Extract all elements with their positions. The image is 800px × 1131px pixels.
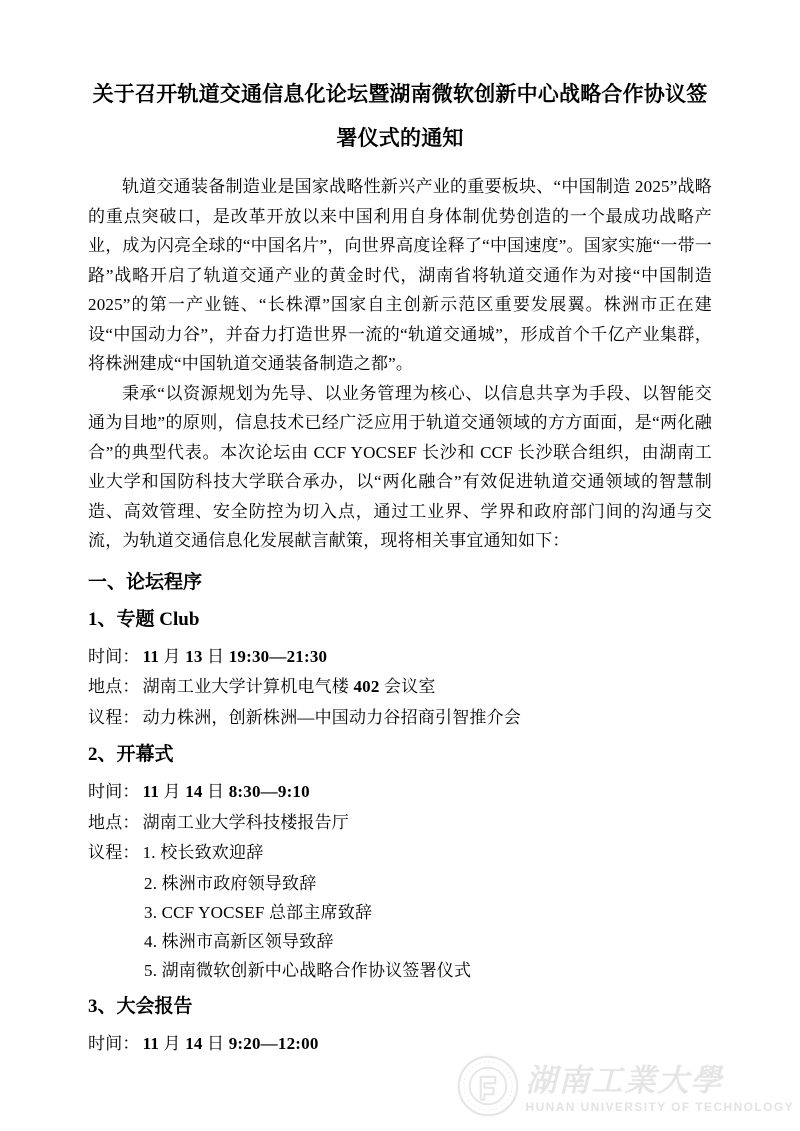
time-value: 11 月 13 日 19:30—21:30: [142, 646, 328, 666]
time-label: 时间：: [88, 646, 140, 666]
document-title: 关于召开轨道交通信息化论坛暨湖南微软创新中心战略合作协议签署仪式的通知: [92, 82, 708, 150]
agenda-item: 3. CCF YOCSEF 总部主席致辞: [144, 902, 373, 922]
agenda-label: 议程：: [88, 707, 140, 727]
watermark-english-text: HUNAN UNIVERSITY OF TECHNOLOGY: [525, 1099, 794, 1114]
agenda-item: 2. 株洲市政府领导致辞: [144, 873, 317, 893]
theme-club-time-line: [88, 642, 712, 673]
agenda-item: 5. 湖南微软创新中心战略合作协议签署仪式: [144, 960, 472, 980]
subsection-heading-theme-club: 1、专题 Club: [88, 608, 200, 630]
time-value: 11 月 14 日 9:20—12:00: [142, 1033, 319, 1053]
location-label: 地点：: [88, 677, 140, 696]
agenda-value: 动力株洲，创新株洲—中国动力谷招商引智推介会: [142, 707, 522, 727]
subsection-heading-plenary-report: 3、大会报告: [88, 995, 193, 1017]
time-label: 时间：: [88, 782, 140, 801]
location-value: 湖南工业大学科技楼报告厅: [142, 812, 350, 832]
subsection-heading-opening-ceremony: 2、开幕式: [88, 744, 174, 765]
university-seal-icon: [456, 1054, 520, 1123]
agenda-item: 1. 校长致欢迎辞: [142, 843, 264, 862]
agenda-label: 议程：: [88, 843, 140, 862]
time-value: 11 月 14 日 8:30—9:10: [142, 782, 310, 801]
location-value: 湖南工业大学计算机电气楼 402 会议室: [142, 677, 436, 696]
location-label: 地点：: [88, 812, 140, 832]
watermark-text: [526, 1064, 794, 1114]
intro-paragraph-1: 轨道交通装备制造业是国家战略性新兴产业的重要板块、“中国制造 2025”战略的重点突破口，是改革开放以来中国利用自身体制优势创造的一个最成功战略产业，成为闪亮全球的“中国名片”，向世界高度诠释了“中国速度”。国家实施“一带一路”战略开启了轨道交通产业的黄金时代，湖南省将轨道交通作为对接“中国制造 2025”的第一产业链、“长株潭”国家自主创新示范区重要发展翼。株洲市正在建设“中国动力谷”，并奋力打造世界一流的“轨道交通城”，形成首个千亿产业集群，将株洲建成“中国轨道交通装备制造之都”。: [88, 177, 712, 373]
time-label: 时间：: [88, 1033, 140, 1053]
watermark-cjk-text: 湖南工業大學: [525, 1062, 724, 1098]
opening-time-line: [88, 777, 712, 808]
opening-location-line: [88, 808, 712, 839]
theme-club-agenda-line: [88, 703, 712, 734]
intro-paragraph-2: 秉承“以资源规划为先导、以业务管理为核心、以信息共享为手段、以智能交通为目地”的原则，信息技术已经广泛应用于轨道交通领域的方方面面，是“两化融合”的典型代表。本次论坛由 CCF YOCSEF 长沙和 CCF 长沙联合组织，由湖南工业大学和国防科技大学联合承办，以“两化融合”有效促进轨道交通领域的智慧制造、高效管理、安全防控为切入点，通过工业界、学界和政府部门间的沟通与交流，为轨道交通信息化发展献言献策，现将相关事宜通知如下：: [88, 383, 712, 550]
theme-club-location-line: [88, 672, 712, 703]
section-heading-forum-program: 一、论坛程序: [88, 571, 203, 593]
opening-agenda-line: [88, 838, 712, 869]
watermark: [456, 1054, 794, 1123]
agenda-item: 4. 株洲市高新区领导致辞: [144, 931, 334, 951]
